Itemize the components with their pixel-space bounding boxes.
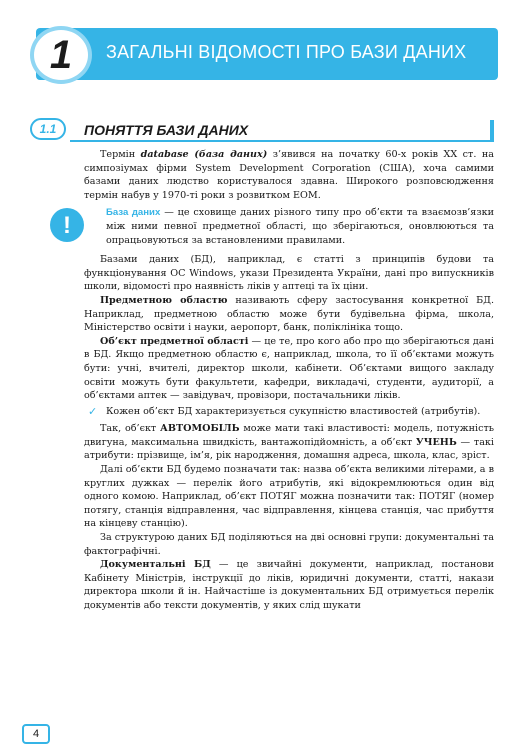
paragraph-object xyxy=(84,335,494,403)
paragraph-documental xyxy=(84,558,494,612)
term-documental-db: Документальні БД xyxy=(100,559,211,571)
exclamation-icon: ! xyxy=(50,208,84,242)
intro-lead: Термін xyxy=(100,149,141,160)
section-title: ПОНЯТТЯ БАЗИ ДАНИХ xyxy=(84,122,249,138)
definition-text: — це сховище даних різного типу про об’єкти та взаємозв’язки між ними певної предметної області, що зберігаються, оновлюються та опрацьовуються за встановленими правилами. xyxy=(106,207,494,246)
page-number: 4 xyxy=(32,728,40,740)
paragraph-attributes xyxy=(84,422,494,463)
key-point-text: Кожен об’єкт БД характеризується сукупністю властивостей (атрибутів). xyxy=(106,405,481,417)
object-student: УЧЕНЬ xyxy=(415,436,457,448)
paragraph-subject-area xyxy=(84,294,494,335)
attributes-part-a: Так, об’єкт xyxy=(100,423,161,435)
object-rest: — це те, про кого або про що зберігаються дані в БД. Якщо предметною областю є, наприклад, школа, то її об’єктами можуть бути: учні, вчителі, директор школи, кабінети. Об’єктами вищого закладу освіти можуть бути факультети, кафедри, викладачі, студенти, аудиторії, а об’єктами аптек — завідувач, провізори, постачальники ліків. xyxy=(84,335,494,402)
paragraph-structure: За структурою даних БД поділяються на дві основні групи: документальні та фактографічні. xyxy=(84,532,494,557)
term-object: Об’єкт предметної області xyxy=(100,335,249,347)
chapter-title: ЗАГАЛЬНІ ВІДОМОСТІ ПРО БАЗИ ДАНИХ xyxy=(106,42,467,62)
paragraph-examples: Базами даних (БД), наприклад, є статті з принципів будови та функціонування ОС Windows, укази Президента України, дані про випускників школи, відомості про наявність ліків у аптеці та їх ціни. xyxy=(84,254,494,293)
page-number-badge xyxy=(22,724,50,744)
intro-rest: з’явився на початку 60-х років XX ст. на симпозіумах фірми System Development Corporation (США), хоча самими базами даних людство користувалося здавна. Широкого розповсюдження термін набув у 1970-ті роки з розвитком ЕОМ. xyxy=(84,149,494,201)
term-subject-area: Предметною областю xyxy=(100,294,228,306)
attributes-part-b: може мати такі властивості: модель, потужність двигуна, максимальна швидкість, вантажопідйомність, а об’єкт xyxy=(84,423,494,448)
section-underline xyxy=(70,140,492,142)
body-text xyxy=(63,148,494,613)
chapter-number: 1 xyxy=(49,33,73,77)
section-number-badge xyxy=(30,118,66,140)
section-side-bar xyxy=(490,120,494,142)
key-point-item xyxy=(84,405,494,419)
documental-rest: — це звичайні документи, наприклад, постанови Кабінету Міністрів, інструкції до ліків, юридичні документи, статті, накази директора школи й ін. Найчастіше із документальних БД отримується перелік документів або тексти документів, у яких слід шукати xyxy=(84,559,494,611)
section-number: 1.1 xyxy=(39,122,57,136)
paragraph-intro xyxy=(84,148,494,202)
definition-block xyxy=(63,206,494,247)
definition-term: База даних xyxy=(106,207,161,219)
checkmark-icon: ✓ xyxy=(88,404,98,418)
attributes-part-c: — такі атрибути: прізвище, ім’я, рік народження, домашня адреса, школа, клас, зріст. xyxy=(84,436,494,462)
paragraph-notation: Далі об’єкти БД будемо позначати так: назва об’єкта великими літерами, а в круглих дужках — перелік його атрибутів, які відокремлюються один від одного комою. Наприклад, об’єкт ПОТЯГ можна позначити так: ПОТЯГ (номер потягу, станція відправлення, час відправлення, кінцева станція, час прибуття на кінцеву станцію). xyxy=(84,464,494,530)
term-database: database (база даних) xyxy=(140,149,268,160)
object-car: АВТОМОБІЛЬ xyxy=(160,423,240,435)
subject-area-rest: називають сферу застосування конкретної БД. Наприклад, предметною областю може бути будівельна фірма, школа, Міністерство освіти і науки, аеропорт, банк, поліклініка тощо. xyxy=(84,294,494,334)
chapter-number-badge xyxy=(30,26,92,84)
